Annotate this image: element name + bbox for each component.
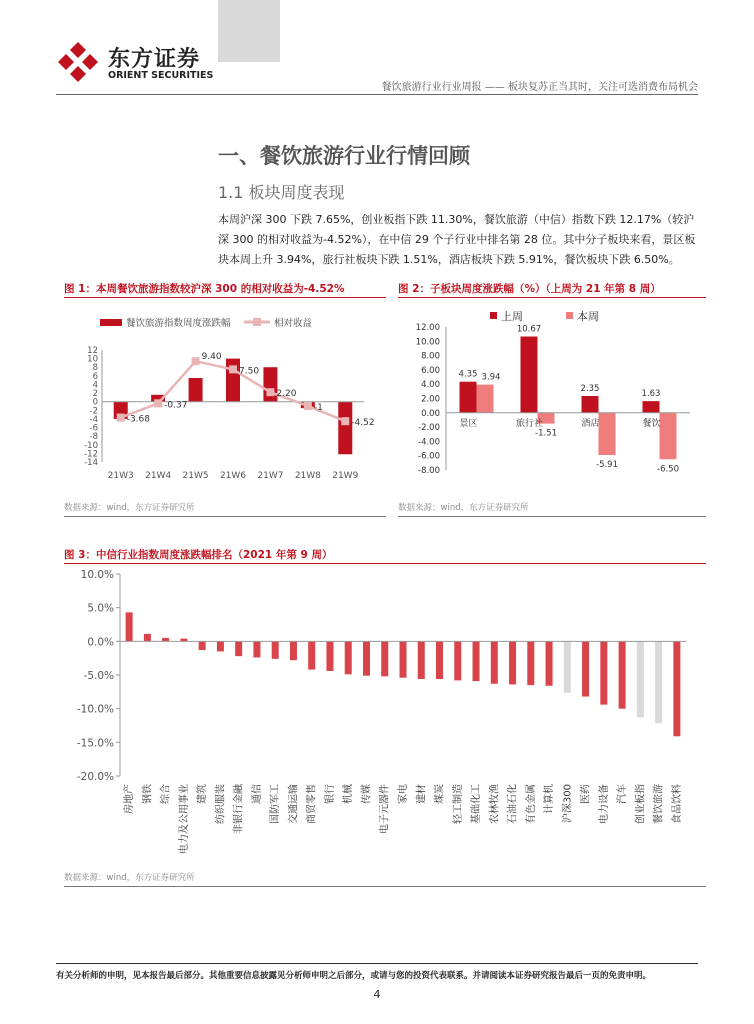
x-tick-label: 电力设备 — [598, 784, 610, 824]
x-tick-label: 商贸零售 — [306, 784, 318, 824]
bar-last-week — [582, 396, 599, 413]
report-title: 餐饮旅游行业行业周报 —— 板块复苏正当其时，关注可选消费布局机会 — [381, 82, 698, 93]
data-label-this-week: 3.94 — [481, 372, 501, 383]
y-tick-label: -4 — [89, 414, 98, 425]
legend-label-last-week: 上周 — [501, 310, 523, 323]
x-tick-label: 轻工制造 — [452, 784, 464, 824]
bar-index-change — [263, 367, 277, 401]
x-tick-label: 石油石化 — [507, 784, 519, 824]
relative-return-marker — [229, 365, 237, 373]
legend-label-line: 相对收益 — [274, 318, 313, 329]
fig1-source: 数据来源：wind，东方证券研究所 — [64, 503, 195, 513]
industry-bar — [381, 641, 388, 676]
header-divider — [56, 94, 698, 95]
legend-label-this-week: 本周 — [577, 310, 599, 323]
industry-bar — [582, 641, 589, 696]
page-number: 4 — [373, 988, 381, 1001]
fig2-source-rule — [398, 516, 706, 517]
x-tick-label: 房地产 — [124, 784, 136, 814]
y-tick-label: 10.0% — [80, 569, 114, 581]
x-tick-label: 钢铁 — [142, 784, 154, 804]
industry-bar — [308, 641, 315, 669]
fig3-title: 图 3：中信行业指数周度涨跌幅排名（2021 年第 9 周） — [64, 549, 333, 561]
y-tick-label: -8 — [89, 432, 98, 443]
y-tick-label: 0 — [92, 397, 98, 408]
x-tick-label: 建材 — [416, 784, 428, 804]
x-tick-label: 基础化工 — [471, 784, 483, 824]
fig2-title-rule — [398, 297, 706, 298]
y-tick-label: -10 — [84, 440, 98, 451]
fig2-source: 数据来源：wind，东方证券研究所 — [398, 503, 529, 513]
legend-label-bar: 餐饮旅游指数周度涨跌幅 — [126, 318, 231, 329]
relative-return-label: 2.20 — [276, 389, 297, 400]
x-tick-label: 餐饮旅游 — [653, 784, 665, 824]
y-tick-label: -20.0% — [76, 771, 114, 783]
relative-return-marker — [304, 402, 312, 410]
x-tick-label: 国防军工 — [270, 784, 282, 824]
industry-bar — [454, 641, 461, 680]
relative-return-marker — [266, 388, 274, 396]
footer-disclaimer: 有关分析师的申明，见本报告最后部分。其他重要信息披露见分析师申明之后部分，或请与您的投资代表联系。并请阅读本证券研究报告最后一页的免责申明。 — [56, 971, 652, 981]
y-tick-label: 12.00 — [415, 323, 440, 333]
fig2-chart — [398, 302, 706, 496]
industry-bar — [162, 638, 169, 641]
industry-bar — [619, 641, 626, 708]
legend-swatch-this-week — [566, 312, 573, 319]
x-tick-label: 21W7 — [257, 471, 284, 481]
fig3-title-rule — [64, 563, 706, 564]
fig2-title: 图 2：子板块周度涨跌幅（%）（上周为 21 年第 8 周） — [398, 283, 661, 295]
legend-swatch-last-week — [490, 312, 497, 319]
x-tick-label: 汽车 — [617, 784, 629, 804]
y-tick-label: 12 — [87, 346, 98, 356]
x-tick-label: 非银行金融 — [233, 784, 245, 834]
data-label-this-week: -1.51 — [535, 428, 557, 439]
y-tick-label: 6.00 — [421, 365, 440, 376]
logo-english-name: ORIENT SECURITIES — [108, 70, 214, 81]
x-tick-label: 21W6 — [219, 471, 247, 481]
bar-index-change — [338, 402, 352, 455]
x-tick-label: 通信 — [251, 784, 263, 804]
y-tick-label: -12 — [84, 449, 98, 460]
x-tick-label: 综合 — [160, 784, 172, 804]
footer-divider — [56, 963, 698, 964]
y-tick-label: -15.0% — [76, 737, 114, 750]
relative-return-marker — [154, 399, 162, 407]
data-label-this-week: -6.50 — [657, 464, 679, 475]
industry-bar — [253, 641, 260, 657]
industry-bar — [199, 641, 206, 650]
y-tick-label: 5.0% — [87, 602, 114, 615]
x-tick-label: 交通运输 — [288, 784, 300, 824]
y-tick-label: -6.00 — [418, 451, 440, 462]
x-tick-label: 电力及公用事业 — [178, 784, 190, 854]
x-tick-label: 农林牧渔 — [489, 784, 501, 824]
x-tick-label: 21W8 — [294, 471, 321, 481]
data-label-last-week: 2.35 — [580, 383, 600, 394]
y-tick-label: -2.00 — [418, 423, 440, 434]
section-title: 一、餐饮旅游行业行情回顾 — [218, 144, 470, 168]
y-tick-label: 2 — [92, 389, 98, 400]
section-subtitle: 1.1 板块周度表现 — [218, 183, 345, 202]
industry-bar — [400, 641, 407, 677]
x-tick-label: 建筑 — [197, 784, 209, 804]
y-tick-label: -4.00 — [418, 437, 440, 448]
x-tick-label: 21W3 — [107, 471, 134, 481]
x-tick-label: 创业板指 — [635, 784, 647, 824]
y-tick-label: -14 — [84, 458, 98, 468]
bar-this-week — [599, 413, 616, 455]
industry-bar — [436, 641, 443, 679]
fig1-title: 图 1：本周餐饮旅游指数较沪深 300 的相对收益为-4.52% — [64, 283, 345, 295]
x-tick-label: 银行 — [324, 784, 336, 804]
y-tick-label: 2.00 — [421, 394, 440, 405]
y-tick-label: -5.0% — [83, 670, 114, 682]
x-tick-label: 旅行社 — [515, 418, 544, 429]
x-tick-label: 计算机 — [544, 784, 556, 814]
industry-bar — [217, 641, 224, 651]
fig1-source-rule — [64, 516, 386, 517]
industry-bar — [491, 641, 498, 683]
x-tick-label: 餐饮 — [642, 418, 661, 429]
fig1-title-rule — [64, 297, 386, 298]
orient-logo-icon — [56, 40, 100, 84]
summary-paragraph: 本周沪深 300 下跌 7.65%，创业板指下跌 11.30%，餐饮旅游（中信）指数下跌 12.17%（较沪深 300 的相对收益为-4.52%），在中信 29 个子行业中排名第 28 位。其中分子板块来看，景区板块本周上升 3.94%，旅行社板块下跌 1.51%，酒店板块下跌 5.91%，餐饮板块下跌 6.50%。 — [218, 213, 696, 266]
x-tick-label: 沪深300 — [562, 784, 574, 824]
industry-bar — [546, 641, 553, 685]
y-tick-label: 10.00 — [415, 337, 440, 348]
industry-bar — [527, 641, 534, 685]
industry-bar — [473, 641, 480, 681]
fig3-chart — [64, 566, 706, 868]
y-tick-label: 6 — [92, 371, 98, 382]
industry-bar — [272, 641, 279, 659]
relative-return-marker — [192, 357, 200, 365]
relative-return-label: -0.37 — [164, 400, 188, 411]
data-label-last-week: 10.67 — [516, 324, 542, 335]
industry-bar — [144, 634, 151, 641]
industry-bar — [673, 641, 680, 736]
x-tick-label: 21W9 — [332, 471, 359, 481]
y-tick-label: 0.0% — [87, 636, 114, 649]
industry-bar — [345, 641, 352, 674]
industry-bar — [509, 641, 516, 684]
industry-bar — [326, 641, 333, 671]
relative-return-label: 9.40 — [201, 352, 222, 363]
industry-bar — [126, 612, 133, 641]
x-tick-label: 纺织服装 — [215, 784, 227, 824]
industry-bar — [235, 641, 242, 656]
industry-bar — [290, 641, 297, 660]
industry-bar — [637, 641, 644, 717]
x-tick-label: 21W4 — [145, 471, 172, 481]
fig3-source: 数据来源：wind，东方证券研究所 — [64, 873, 195, 883]
y-tick-label: -6 — [89, 423, 98, 434]
bar-this-week — [660, 413, 677, 459]
y-tick-label: -2 — [89, 406, 98, 417]
y-tick-label: -8.00 — [418, 466, 440, 476]
y-tick-label: 8 — [92, 363, 98, 374]
fig3-source-rule — [64, 886, 706, 887]
y-tick-label: 4 — [92, 380, 98, 391]
data-label-this-week: -5.91 — [596, 460, 618, 471]
relative-return-label: 7.50 — [239, 366, 260, 377]
fig1-chart — [64, 302, 386, 496]
y-tick-label: 4.00 — [421, 380, 440, 391]
y-tick-label: 10 — [87, 354, 98, 365]
bar-index-change — [226, 359, 240, 402]
relative-return-label: -3.68 — [126, 414, 151, 425]
industry-bar — [655, 641, 662, 723]
logo-chinese-name: 东方证券 — [108, 47, 201, 72]
relative-return-marker — [341, 417, 349, 425]
x-tick-label: 传媒 — [361, 784, 373, 804]
y-tick-label: 8.00 — [421, 351, 440, 362]
relative-return-marker — [117, 414, 125, 422]
industry-bar — [600, 641, 607, 704]
x-tick-label: 家电 — [398, 784, 409, 804]
relative-return-label: -1 — [313, 403, 323, 413]
bar-index-change — [189, 378, 203, 402]
legend-swatch-bar — [100, 319, 122, 326]
relative-return-label: -4.52 — [351, 418, 375, 429]
x-tick-label: 景区 — [459, 418, 478, 429]
data-label-last-week: 4.35 — [458, 369, 478, 380]
y-tick-label: 0.00 — [421, 408, 440, 419]
y-tick-label: -10.0% — [76, 703, 114, 716]
x-tick-label: 机械 — [343, 784, 355, 804]
bar-last-week — [643, 401, 660, 413]
legend-swatch-marker — [253, 318, 261, 326]
x-tick-label: 酒店 — [581, 418, 600, 429]
industry-bar — [363, 641, 370, 675]
x-tick-label: 电子元器件 — [379, 784, 391, 834]
data-label-last-week: 1.63 — [641, 389, 661, 400]
industry-bar — [418, 641, 425, 679]
x-tick-label: 食品饮料 — [671, 784, 683, 824]
bar-last-week — [460, 382, 477, 413]
x-tick-label: 有色金属 — [525, 784, 537, 824]
header-gray-block — [218, 0, 280, 62]
x-tick-label: 煤炭 — [434, 784, 446, 804]
industry-bar — [564, 641, 571, 693]
x-tick-label: 医药 — [580, 784, 592, 804]
x-tick-label: 21W5 — [182, 471, 209, 481]
bar-last-week — [521, 337, 538, 413]
bar-this-week — [477, 385, 494, 413]
